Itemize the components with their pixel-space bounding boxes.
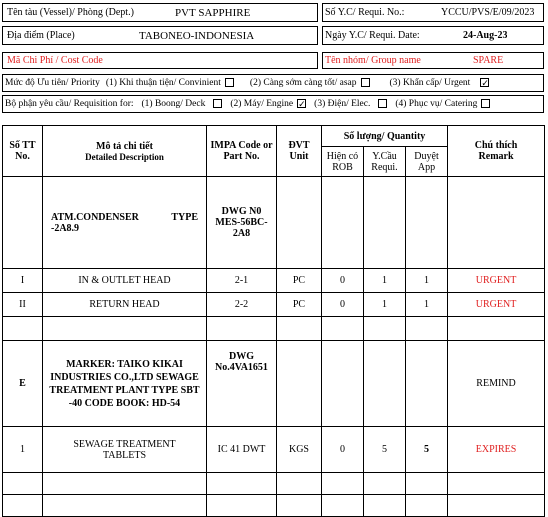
- row-impa: [207, 495, 277, 517]
- cost-code-box: [2, 52, 318, 69]
- row-impa: IC 41 DWT: [207, 427, 277, 473]
- row-unit: PC: [277, 293, 322, 317]
- row-app: 1: [406, 269, 448, 293]
- row-description: ATM.CONDENSER TYPE -2A8.9: [43, 177, 207, 269]
- table-row: [3, 293, 545, 317]
- header-remark-en: Remark: [478, 151, 514, 162]
- row-unit: [277, 177, 322, 269]
- req-date-value: 24-Aug-23: [463, 30, 508, 41]
- vessel-label: Tên tàu (Vessel)/ Phòng (Dept.): [7, 7, 134, 18]
- row-req: [364, 317, 406, 341]
- header-rob: Hiện có ROB: [322, 147, 364, 177]
- row-rob: 0: [322, 269, 364, 293]
- table-row: [3, 269, 545, 293]
- row-rob: 0: [322, 427, 364, 473]
- row-unit: [277, 473, 322, 495]
- department-option-1-checkbox[interactable]: [213, 99, 222, 108]
- place-value: TABONEO-INDONESIA: [139, 29, 255, 42]
- vessel-value: PVT SAPPHIRE: [175, 6, 251, 19]
- priority-option-2-label: (2) Càng sớm càng tốt/ asap: [249, 78, 357, 88]
- row-unit: [277, 341, 322, 427]
- row-req: 5: [364, 427, 406, 473]
- row-rob: [322, 341, 364, 427]
- group-box: [322, 52, 544, 69]
- table-row: [3, 427, 545, 473]
- req-no-label: Số Y.C/ Requi. No.:: [325, 7, 405, 18]
- row-remark: URGENT: [448, 269, 545, 293]
- requisition-table: [2, 125, 545, 517]
- row-req: [364, 177, 406, 269]
- row-remark: URGENT: [448, 293, 545, 317]
- row-description: [43, 495, 207, 517]
- department-option-1-label: (1) Boong/ Deck: [141, 99, 206, 109]
- row-app: [406, 495, 448, 517]
- table-row: [3, 495, 545, 517]
- row-app: 1: [406, 293, 448, 317]
- row-impa: [207, 317, 277, 341]
- row-rob: [322, 177, 364, 269]
- row-app: [406, 341, 448, 427]
- vessel-box: [2, 3, 318, 22]
- department-option-2-label: (2) Máy/ Engine: [230, 99, 294, 109]
- row-description: [43, 317, 207, 341]
- row-remark: REMIND: [448, 341, 545, 427]
- department-box: [2, 95, 544, 113]
- row-unit: [277, 495, 322, 517]
- row-remark: EXPIRES: [448, 427, 545, 473]
- row-no: [3, 495, 43, 517]
- row-app: [406, 473, 448, 495]
- row-impa: DWG No.4VA1651: [207, 341, 277, 427]
- row-app: [406, 177, 448, 269]
- row-impa: DWG N0 MES-56BC-2A8: [207, 177, 277, 269]
- row-no: I: [3, 269, 43, 293]
- row-no: [3, 473, 43, 495]
- req-no-value: YCCU/PVS/E/09/2023: [441, 7, 535, 18]
- row-description: [43, 473, 207, 495]
- row-no: II: [3, 293, 43, 317]
- row-req: [364, 495, 406, 517]
- header-quantity: Số lượng/ Quantity: [322, 126, 448, 147]
- department-option-2-checkbox[interactable]: ✓: [298, 98, 306, 109]
- row-impa: 2-2: [207, 293, 277, 317]
- department-label: Bộ phận yêu cầu/ Requisition for:: [5, 99, 134, 109]
- req-date-box: [322, 26, 544, 45]
- row-app: [406, 317, 448, 341]
- req-no-box: [322, 3, 544, 22]
- priority-row: [5, 75, 497, 91]
- row-unit: [277, 317, 322, 341]
- row-remark: [448, 473, 545, 495]
- row-description: SEWAGE TREATMENT TABLETS: [43, 427, 207, 473]
- header-requi: Y.Cầu Requi.: [364, 147, 406, 177]
- row-req: [364, 341, 406, 427]
- row-req: 1: [364, 269, 406, 293]
- header-remark-vi: Chú thích: [474, 140, 518, 151]
- row-rob: 0: [322, 293, 364, 317]
- row-description: RETURN HEAD: [43, 293, 207, 317]
- row-impa: 2-1: [207, 269, 277, 293]
- priority-option-2-checkbox[interactable]: [361, 78, 370, 87]
- table-row: [3, 473, 545, 495]
- priority-box: [2, 74, 544, 92]
- row-req: 1: [364, 293, 406, 317]
- row-req: [364, 473, 406, 495]
- row-description: IN & OUTLET HEAD: [43, 269, 207, 293]
- priority-option-3-label: (3) Khẩn cấp/ Urgent: [389, 78, 471, 88]
- header-description-vi: Mô tả chi tiết: [96, 140, 153, 152]
- department-option-4-checkbox[interactable]: [481, 99, 490, 108]
- row-remark: [448, 177, 545, 269]
- row-impa: [207, 473, 277, 495]
- header-description: [43, 126, 207, 177]
- row-rob: [322, 473, 364, 495]
- priority-option-3-checkbox[interactable]: ✓: [481, 77, 489, 88]
- table-row: [3, 341, 545, 427]
- row-unit: PC: [277, 269, 322, 293]
- header-app: Duyệt App: [406, 147, 448, 177]
- department-row: [5, 96, 498, 112]
- department-option-3-checkbox[interactable]: [378, 99, 387, 108]
- priority-option-1-label: (1) Khi thuận tiện/ Convinient: [105, 78, 221, 88]
- row-description: MARKER: TAIKO KIKAI INDUSTRIES CO.,LTD SEWAGE TREATMENT PLANT TYPE SBT -40 CODE BOOK: HD-54: [43, 341, 207, 427]
- row-app: 5: [406, 427, 448, 473]
- priority-option-1-checkbox[interactable]: [225, 78, 234, 87]
- row-no: E: [3, 341, 43, 427]
- table-row: [3, 177, 545, 269]
- cost-code-label: Mã Chi Phí / Cost Code: [7, 55, 103, 66]
- department-option-3-label: (3) Điện/ Elec.: [314, 99, 371, 109]
- row-no: [3, 317, 43, 341]
- group-label: Tên nhóm/ Group name: [325, 55, 421, 66]
- department-option-4-label: (4) Phục vụ/ Catering: [395, 99, 478, 109]
- req-date-label: Ngày Y.C/ Requi. Date:: [325, 30, 420, 41]
- place-label: Địa điểm (Place): [7, 30, 75, 41]
- row-rob: [322, 495, 364, 517]
- row-unit: KGS: [277, 427, 322, 473]
- header-description-en: Detailed Description: [85, 151, 164, 162]
- priority-label: Mức độ Ưu tiên/ Priority: [5, 78, 100, 88]
- group-value: SPARE: [473, 55, 504, 66]
- header-remark: [448, 126, 545, 177]
- place-box: [2, 26, 318, 45]
- row-rob: [322, 317, 364, 341]
- row-no: 1: [3, 427, 43, 473]
- header-unit: ĐVT Unit: [277, 126, 322, 177]
- header-no: Số TT No.: [3, 126, 43, 177]
- table-row: [3, 317, 545, 341]
- row-remark: [448, 317, 545, 341]
- header-impa: IMPA Code or Part No.: [207, 126, 277, 177]
- row-remark: [448, 495, 545, 517]
- row-no: [3, 177, 43, 269]
